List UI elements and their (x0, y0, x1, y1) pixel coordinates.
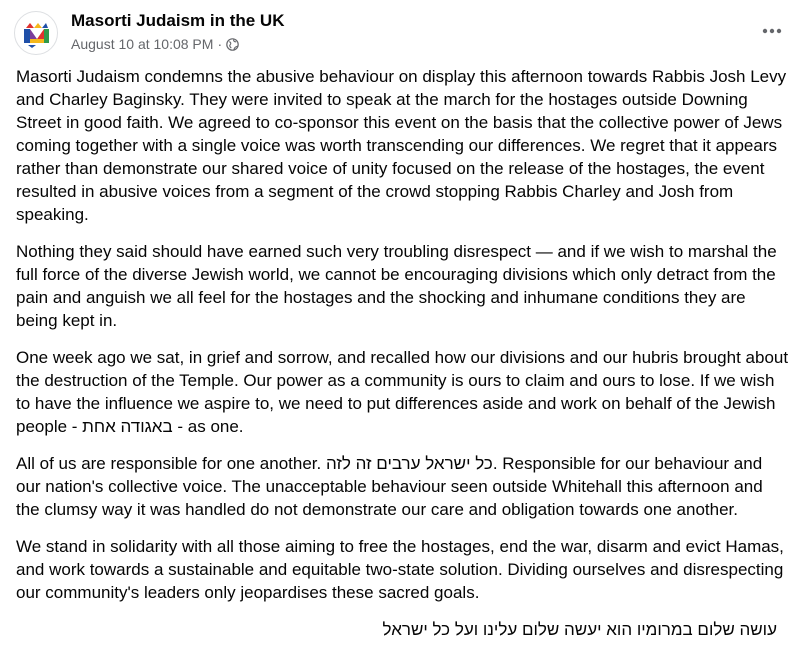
masorti-logo-icon (15, 12, 57, 54)
post-closing-line: עושה שלום במרומיו הוא יעשה שלום עלינו ועל כל ישראל (382, 620, 777, 639)
more-options-button[interactable] (758, 17, 786, 45)
globe-icon[interactable] (226, 38, 239, 51)
post-paragraph-2: Nothing they said should have earned such very troubling disrespect — and if we wish to marshal the full force of the diverse Jewish world, we cannot be encouraging divisions which only detract from the pain and anguish we all feel for the hostages and the shocking and inhumane conditions they are being kept in. (16, 242, 777, 330)
post-timestamp[interactable]: August 10 at 10:08 PM (71, 36, 214, 52)
post-paragraph-1: Masorti Judaism condemns the abusive behaviour on display this afternoon towards Rabbis Josh Levy and Charley Baginsky. They were invited to speak at the march for the hostages outside Downing Street in good faith. We agreed to co-sponsor this event on the basis that the collective power of Jews coming together with a single voice was worth transcending our differences. We regret that it appears rather than demonstrate our shared voice of unity focused on the release of the hostages, the event resulted in abusive voices from a segment of the crowd stopping Rabbis Charley and Josh from speaking. (16, 67, 787, 224)
post-header (14, 9, 786, 57)
more-options-icon (762, 28, 782, 34)
page-name[interactable]: Masorti Judaism in the UK (71, 11, 285, 30)
meta-separator: · (217, 36, 223, 52)
page-avatar[interactable] (14, 11, 58, 55)
post-paragraph-3: One week ago we sat, in grief and sorrow, and recalled how our divisions and our hubris brought about the destruction of the Temple. Our power as a community is ours to claim and ours to lose. If we wish to have the influence we aspire to, we need to put differences aside and work on behalf of the Jewish people - באגודה אחת - as one. (16, 348, 789, 436)
post-body (16, 65, 791, 655)
post-meta (71, 36, 239, 52)
post-paragraph-4: All of us are responsible for one another. כל ישראל ערבים זה לזה. Responsible for our behaviour and our nation's collective voice. The unacceptable behaviour seen outside Whitehall this afternoon and the clumsy way it was handled do not demonstrate our care and obligation towards one another. (16, 454, 763, 519)
post-paragraph-5: We stand in solidarity with all those aiming to free the hostages, end the war, disarm and evict Hamas, and work towards a sustainable and equitable two-state solution. Dividing ourselves and disrespecting our community's leaders only jeopardises these sacred goals. (16, 537, 784, 602)
